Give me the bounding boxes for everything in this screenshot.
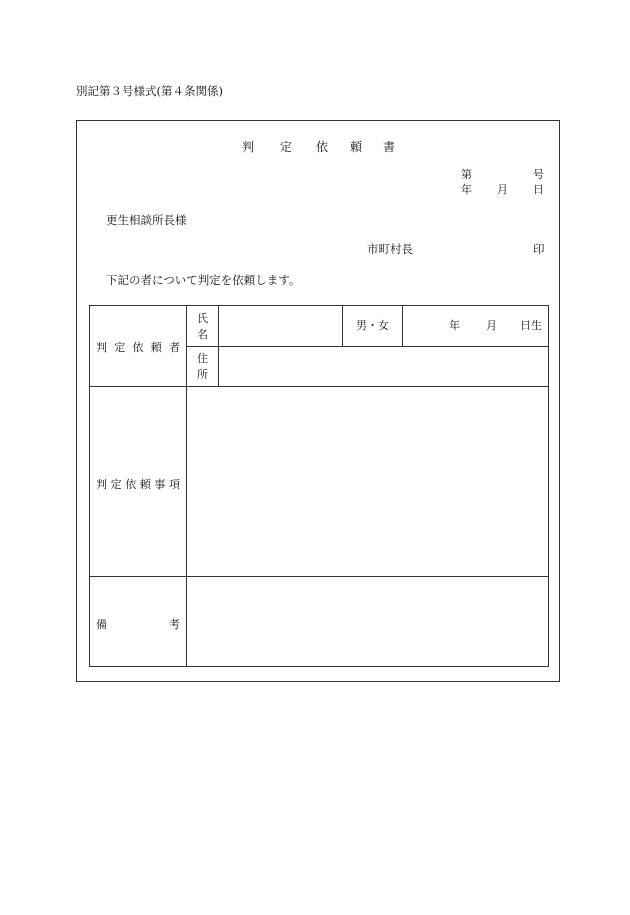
- gender-options[interactable]: 男・女: [356, 319, 389, 332]
- label-char: 定: [114, 341, 126, 354]
- date-year: 年: [461, 183, 472, 196]
- title-char: 頼: [350, 140, 363, 154]
- label-char: 依: [132, 341, 144, 354]
- matter-field[interactable]: [187, 387, 548, 576]
- title-char: 書: [383, 140, 396, 154]
- remarks-field[interactable]: [187, 577, 548, 666]
- table-divider: [402, 305, 403, 347]
- label-char: 備: [96, 618, 107, 631]
- label-char: 氏: [197, 312, 208, 325]
- label-char: 判: [96, 341, 107, 354]
- label-char: 住: [197, 352, 208, 365]
- birth-year: 年: [449, 319, 460, 332]
- title-char: 依: [316, 140, 329, 154]
- title-char: 定: [280, 140, 293, 154]
- date-day: 日: [533, 183, 544, 196]
- label-char: 頼: [139, 478, 151, 491]
- name-label: [197, 311, 208, 343]
- label-char: 定: [110, 478, 122, 491]
- remarks-label: [96, 616, 180, 632]
- label-char: 所: [197, 367, 208, 381]
- label-char: 考: [169, 618, 180, 631]
- matter-label: [96, 476, 180, 492]
- intro-text: 下記の者について判定を依頼します。: [106, 273, 301, 287]
- name-field[interactable]: [219, 306, 341, 346]
- birth-month: 月: [486, 319, 497, 332]
- form-label: 別記第３号様式(第４条関係): [76, 84, 223, 98]
- number-suffix: 号: [533, 168, 544, 181]
- address-label: [197, 351, 208, 383]
- table-divider: [342, 305, 343, 347]
- sender-title: 市町村長: [367, 242, 413, 256]
- requester-label: [96, 339, 180, 355]
- date-month: 月: [497, 183, 508, 196]
- label-char: 頼: [150, 341, 162, 354]
- label-char: 事: [154, 478, 166, 491]
- label-char: 名: [197, 327, 208, 341]
- address-field[interactable]: [219, 347, 548, 386]
- label-char: 項: [168, 478, 180, 491]
- seal-mark: 印: [533, 242, 545, 256]
- number-prefix: 第: [461, 168, 472, 181]
- addressee: 更生相談所長様: [106, 213, 187, 227]
- birth-day: 日生: [520, 319, 542, 332]
- label-char: 判: [96, 478, 107, 491]
- label-char: 依: [125, 478, 137, 491]
- title-char: 判: [242, 140, 255, 154]
- label-char: 者: [169, 341, 180, 354]
